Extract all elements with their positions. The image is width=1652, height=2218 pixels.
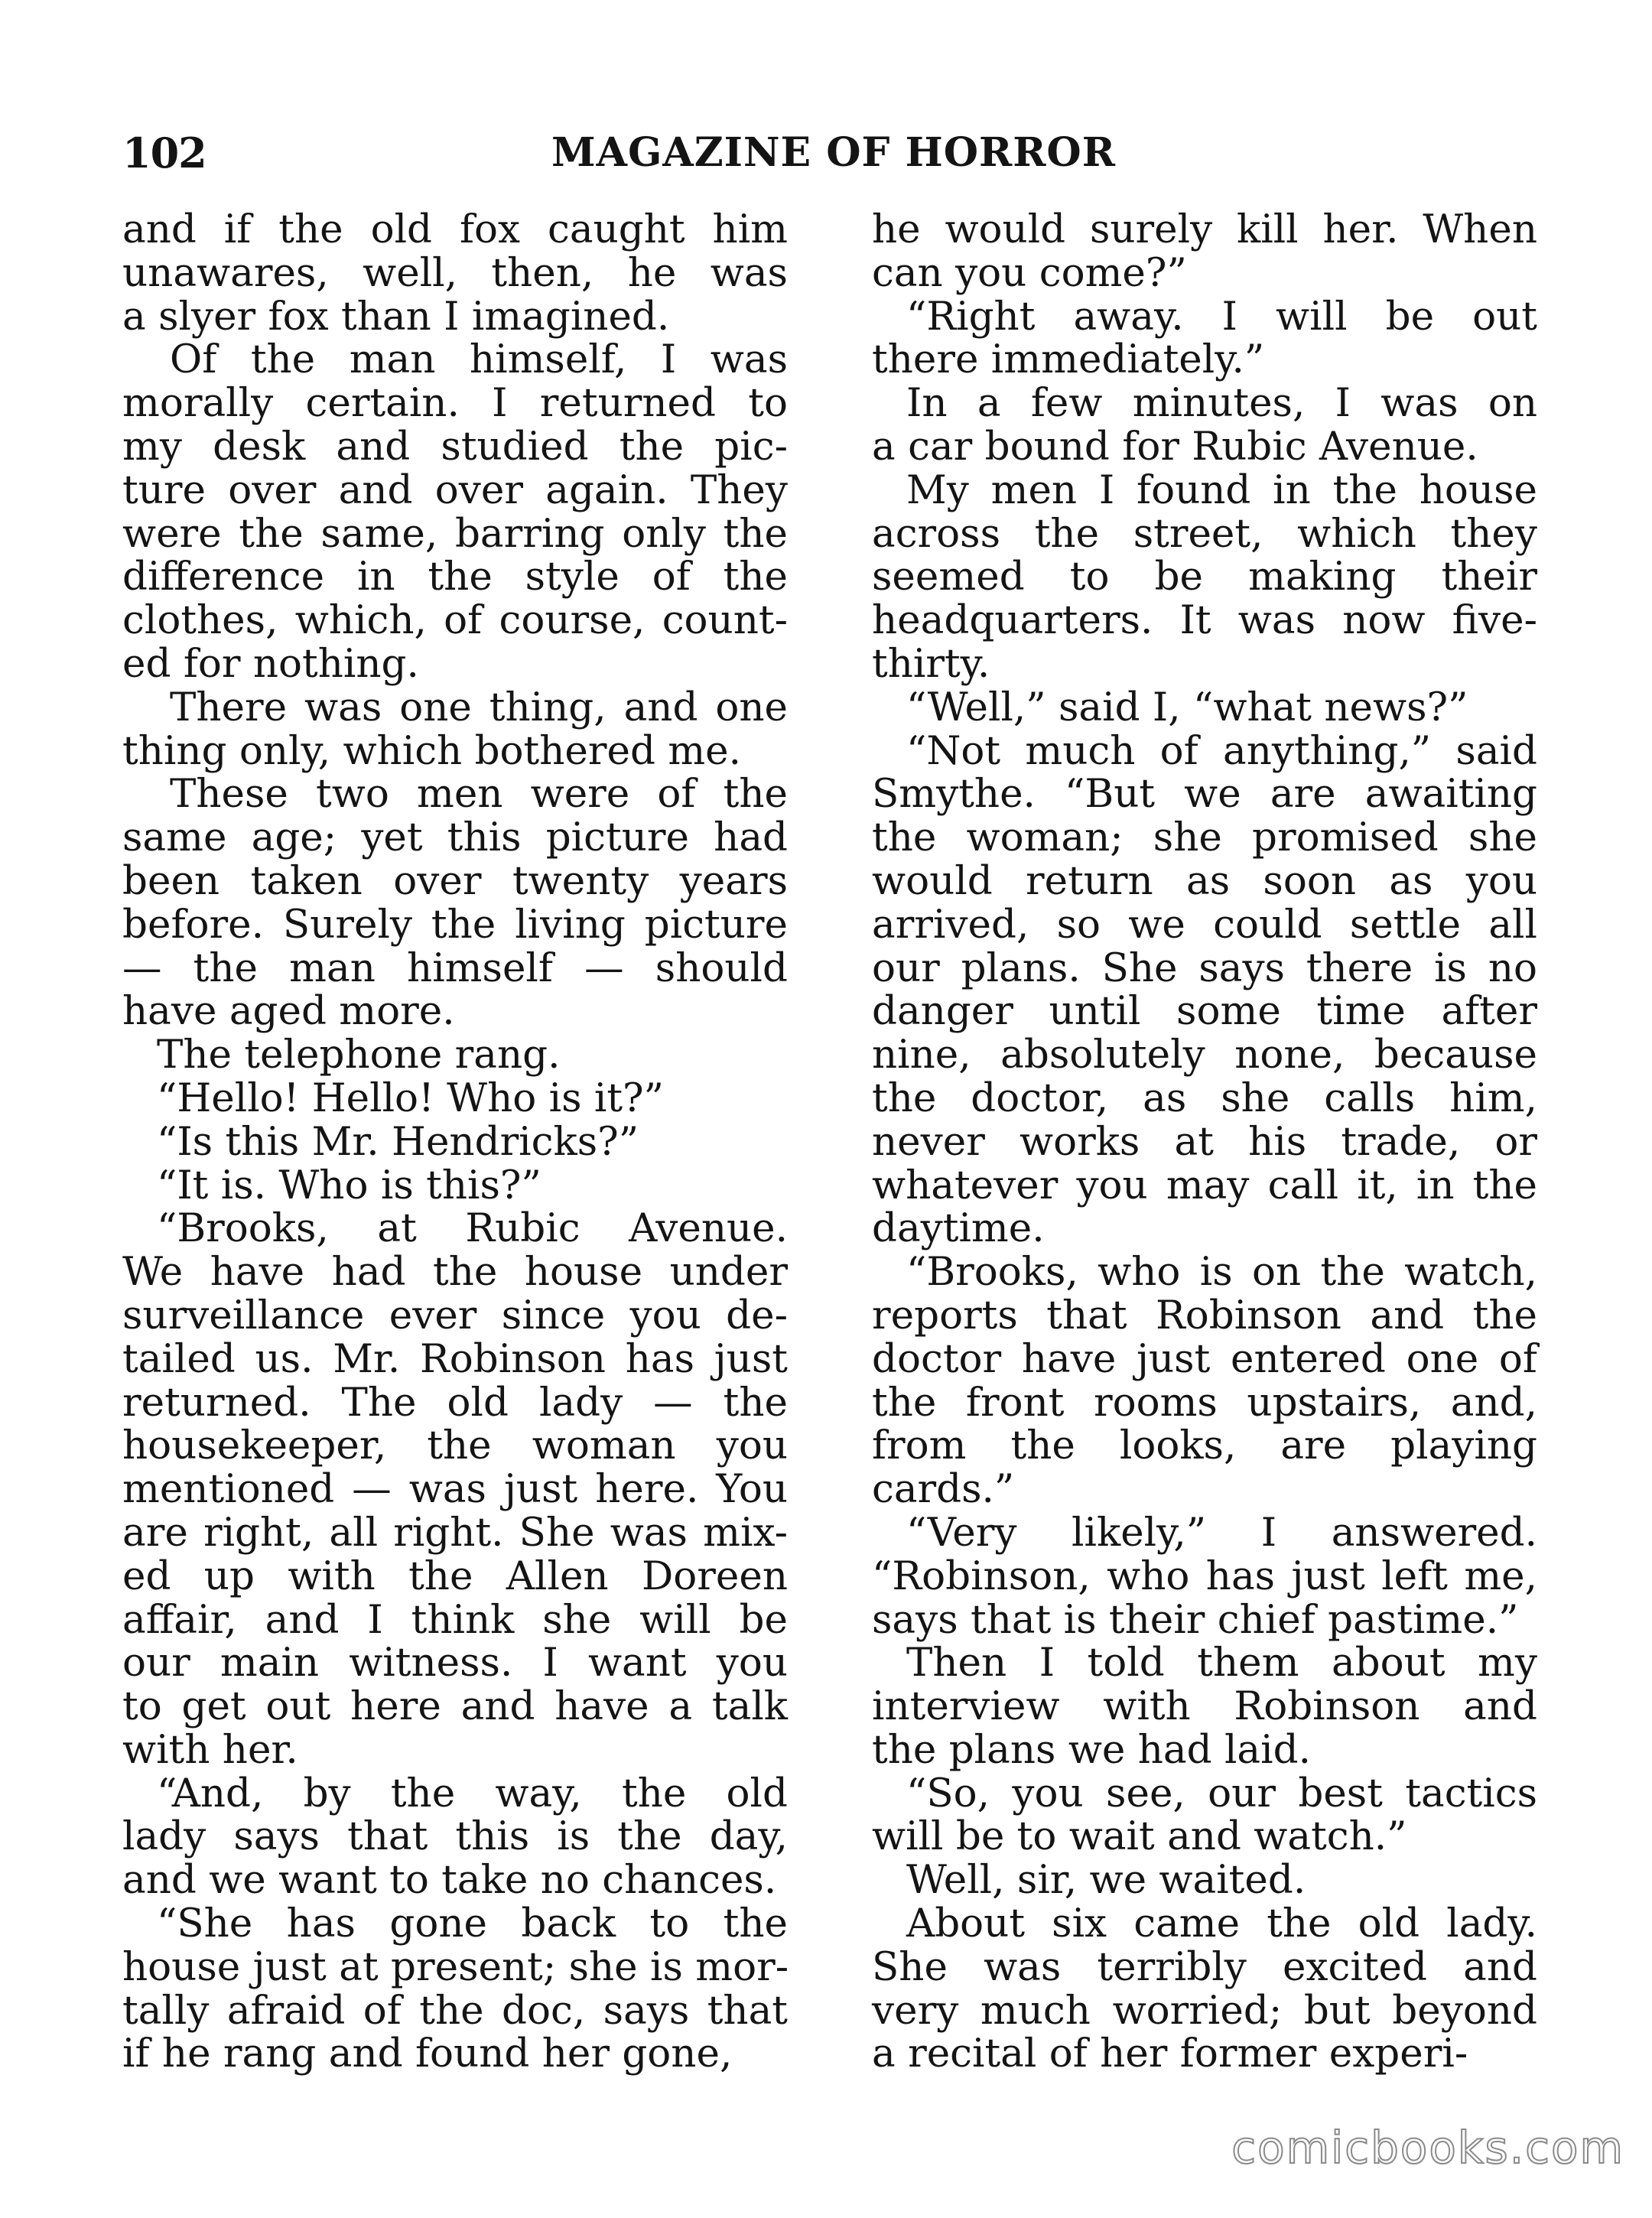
text-line: the front rooms upstairs, and, bbox=[872, 1379, 1537, 1426]
text-line: tailed us. Mr. Robinson has just bbox=[122, 1335, 788, 1382]
text-line: seemed to be making their bbox=[872, 554, 1537, 600]
text-line: with her. bbox=[122, 1726, 298, 1773]
text-line: unawares, well, then, he was bbox=[122, 249, 788, 296]
paragraph bbox=[872, 469, 1537, 686]
text-line: if he rang and found her gone, bbox=[122, 2031, 733, 2077]
paragraph bbox=[122, 208, 788, 338]
text-line: “Brooks, at Rubic Avenue. bbox=[157, 1205, 788, 1252]
text-line: across the street, which they bbox=[872, 510, 1537, 557]
text-line: Well, sir, we waited. bbox=[906, 1857, 1306, 1904]
text-line: tally afraid of the doc, says that bbox=[122, 1987, 788, 2034]
paragraph bbox=[872, 686, 1537, 730]
text-line: Then I told them about my bbox=[906, 1640, 1537, 1686]
text-line: have aged more. bbox=[122, 988, 455, 1035]
text-line: lady says that this is the day, bbox=[122, 1813, 788, 1860]
text-line: arrived, so we could settle all bbox=[872, 901, 1537, 948]
text-line: daytime. bbox=[872, 1205, 1045, 1252]
text-line: been taken over twenty years bbox=[122, 857, 788, 904]
paragraph bbox=[122, 1772, 788, 1902]
text-line: headquarters. It was now five- bbox=[872, 597, 1537, 644]
text-line: ture over and over again. They bbox=[122, 467, 788, 513]
text-line: our main witness. I want you bbox=[122, 1640, 788, 1686]
text-line: These two men were of the bbox=[170, 771, 788, 818]
text-line: will be to wait and watch.” bbox=[872, 1813, 1407, 1860]
site-watermark: comicbooks.com bbox=[1231, 2122, 1624, 2174]
text-line: ed for nothing. bbox=[122, 640, 419, 687]
running-title: MAGAZINE OF HORROR bbox=[551, 129, 1116, 176]
text-line: never works at his trade, or bbox=[872, 1118, 1537, 1165]
paragraph bbox=[122, 1120, 788, 1164]
paragraph bbox=[872, 1902, 1537, 2076]
text-line: thing only, which bothered me. bbox=[122, 727, 742, 774]
text-line: “Well,” said I, “what news?” bbox=[906, 684, 1468, 730]
paragraph bbox=[872, 1641, 1537, 1771]
page-number: 102 bbox=[122, 128, 206, 177]
text-line: were the same, barring only the bbox=[122, 510, 788, 557]
paragraph bbox=[122, 1077, 788, 1120]
paragraph bbox=[872, 382, 1537, 469]
text-line: “So, you see, our best tactics bbox=[906, 1770, 1537, 1816]
paragraph bbox=[872, 1772, 1537, 1859]
text-line: surveillance ever since you de- bbox=[122, 1292, 788, 1338]
text-line: the doctor, as she calls him, bbox=[872, 1075, 1537, 1121]
text-line: — the man himself — should bbox=[122, 945, 788, 991]
paragraph bbox=[122, 686, 788, 773]
text-line: “Brooks, who is on the watch, bbox=[906, 1249, 1537, 1296]
text-line: would return as soon as you bbox=[872, 857, 1537, 904]
text-line: to get out here and have a talk bbox=[122, 1683, 788, 1730]
text-line: “Robinson, who has just left me, bbox=[872, 1553, 1537, 1599]
text-line: “Very likely,” I answered. bbox=[906, 1509, 1537, 1556]
paragraph bbox=[872, 295, 1537, 382]
paragraph bbox=[872, 1250, 1537, 1511]
text-line: whatever you may call it, in the bbox=[872, 1162, 1537, 1208]
text-line: affair, and I think she will be bbox=[122, 1596, 788, 1643]
text-line: difference in the style of the bbox=[122, 554, 788, 600]
text-line: Smythe. “But we are awaiting bbox=[872, 771, 1537, 818]
text-line: returned. The old lady — the bbox=[122, 1379, 788, 1426]
paragraph bbox=[122, 1902, 788, 2076]
text-line: “Not much of anything,” said bbox=[906, 727, 1537, 774]
page-header bbox=[122, 122, 1545, 184]
text-line: “She has gone back to the bbox=[157, 1901, 788, 1947]
text-line: very much worried; but beyond bbox=[872, 1987, 1537, 2034]
text-line: the woman; she promised she bbox=[872, 815, 1537, 861]
right-text-column bbox=[872, 208, 1537, 2076]
text-line: our plans. She says there is no bbox=[872, 945, 1537, 991]
text-line: The telephone rang. bbox=[157, 1032, 561, 1078]
text-line: interview with Robinson and bbox=[872, 1683, 1537, 1730]
text-line: “It is. Who is this?” bbox=[157, 1162, 541, 1208]
paragraph bbox=[122, 338, 788, 685]
text-line: ed up with the Allen Doreen bbox=[122, 1553, 788, 1599]
paragraph bbox=[122, 772, 788, 1033]
text-line: She was terribly excited and bbox=[872, 1943, 1537, 1990]
paragraph bbox=[872, 1511, 1537, 1641]
text-line: housekeeper, the woman you bbox=[122, 1423, 788, 1469]
text-line: There was one thing, and one bbox=[170, 684, 788, 730]
text-line: cards.” bbox=[872, 1466, 1015, 1513]
paragraph bbox=[872, 1859, 1537, 1902]
text-line: reports that Robinson and the bbox=[872, 1292, 1537, 1338]
text-line: “Right away. I will be out bbox=[906, 293, 1537, 340]
text-line: the plans we had laid. bbox=[872, 1726, 1311, 1773]
text-line: doctor have just entered one of bbox=[872, 1335, 1537, 1382]
text-line: house just at present; she is mor- bbox=[122, 1943, 789, 1990]
text-line: my desk and studied the pic- bbox=[122, 423, 788, 470]
text-line: clothes, which, of course, count- bbox=[122, 597, 788, 644]
text-line: Of the man himself, I was bbox=[170, 337, 788, 383]
text-line: mentioned — was just here. You bbox=[122, 1466, 788, 1513]
text-line: and we want to take no chances. bbox=[122, 1857, 777, 1904]
text-line: he would surely kill her. When bbox=[872, 207, 1537, 252]
text-line: “Is this Mr. Hendricks?” bbox=[157, 1118, 639, 1165]
text-line: a recital of her former experi- bbox=[872, 2031, 1468, 2077]
text-line: can you come?” bbox=[872, 249, 1187, 296]
paragraph bbox=[122, 1033, 788, 1077]
text-line: are right, all right. She was mix- bbox=[122, 1509, 788, 1556]
text-line: My men I found in the house bbox=[906, 467, 1537, 513]
text-line: same age; yet this picture had bbox=[122, 815, 788, 861]
text-line: We have had the house under bbox=[122, 1249, 788, 1296]
text-line: a slyer fox than I imagined. bbox=[122, 293, 670, 340]
text-line: danger until some time after bbox=[872, 988, 1537, 1035]
text-line: thirty. bbox=[872, 640, 990, 687]
text-line: before. Surely the living picture bbox=[122, 901, 788, 948]
paragraph bbox=[872, 208, 1537, 295]
text-line: says that is their chief pastime.” bbox=[872, 1596, 1519, 1643]
paragraph bbox=[872, 727, 1537, 1252]
text-line: and if the old fox caught him bbox=[122, 207, 788, 252]
text-line: “Hello! Hello! Who is it?” bbox=[157, 1075, 664, 1121]
text-line: “And, by the way, the old bbox=[157, 1770, 788, 1816]
text-line: morally certain. I returned to bbox=[122, 380, 788, 427]
text-line: In a few minutes, I was on bbox=[906, 380, 1537, 427]
text-line: a car bound for Rubic Avenue. bbox=[872, 423, 1478, 470]
text-line: there immediately.” bbox=[872, 337, 1265, 383]
left-text-column bbox=[122, 208, 788, 2076]
text-line: from the looks, are playing bbox=[872, 1423, 1537, 1469]
paragraph bbox=[122, 1164, 788, 1208]
text-line: About six came the old lady. bbox=[906, 1901, 1537, 1947]
paragraph bbox=[122, 1207, 788, 1771]
text-line: nine, absolutely none, because bbox=[872, 1032, 1537, 1078]
